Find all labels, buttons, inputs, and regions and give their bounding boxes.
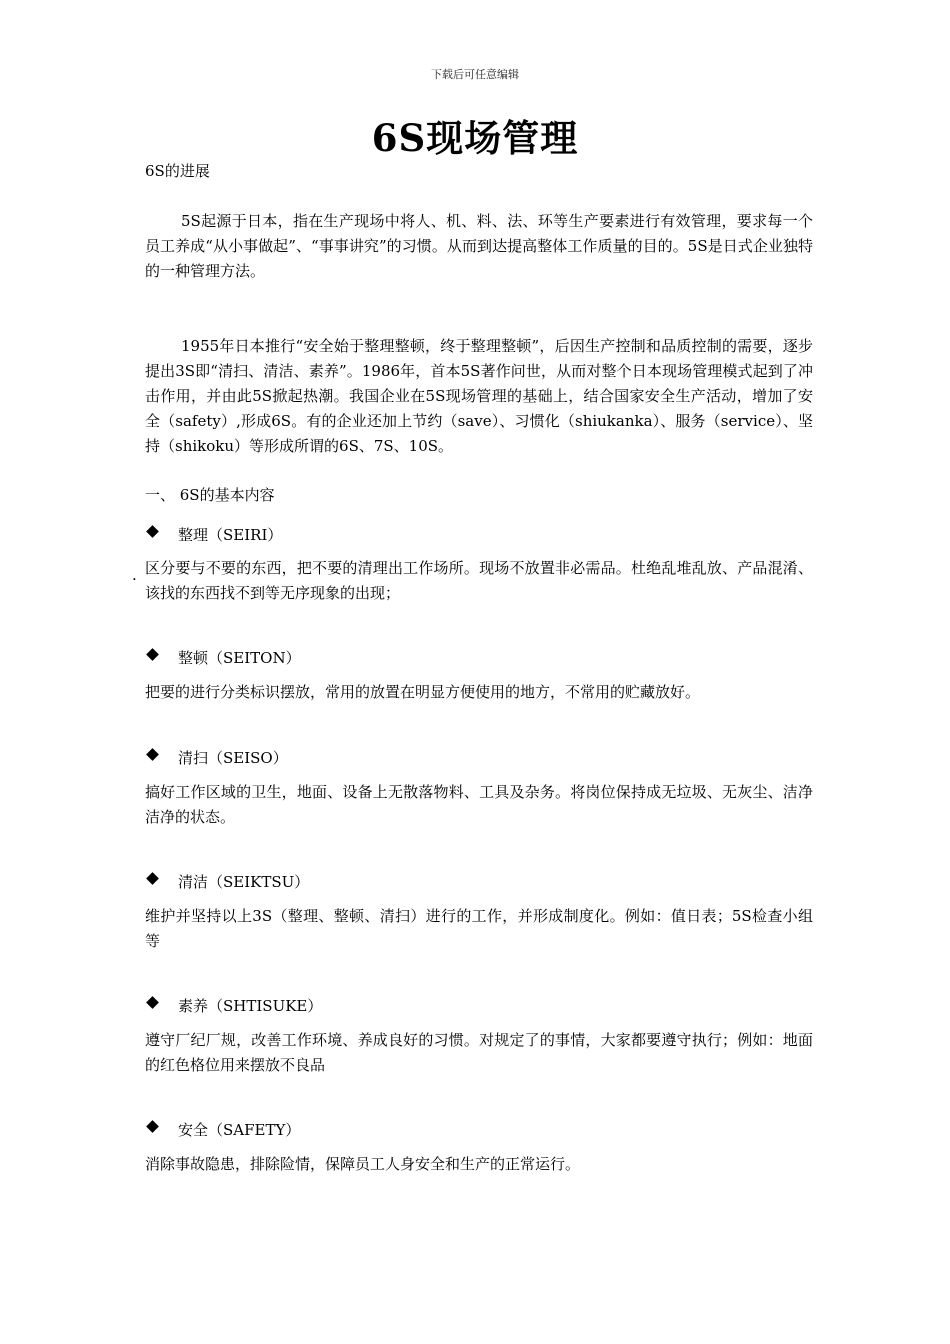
item-title: 清扫（SEISO） [178, 749, 288, 767]
diamond-bullet-icon [146, 525, 159, 538]
document-title: 6S现场管理 [371, 116, 579, 160]
diamond-bullet-icon [146, 872, 159, 885]
item-text-seiso: 搞好工作区域的卫生，地面、设备上无散落物料、工具及杂务。将岗位保持成无垃圾、无灰尘、洁净洁净的状态。 [145, 783, 813, 826]
item-title: 整顿（SEITON） [178, 649, 301, 667]
document-body [145, 159, 813, 1177]
intro-paragraph-2: 1955年日本推行“安全始于整理整顿，终于整理整顿”，后因生产控制和品质控制的需要，逐步提出3S即“清扫、清洁、素养”。1986年，首本5S著作问世，从而对整个日本现场管理模式起到了冲击作用，并由此5S掀起热潮。我国企业在5S现场管理的基础上，结合国家安全生产活动，增加了安全（safety）,形成6S。有的企业还加上节约（save）、习惯化（shiukanka）、服务（service）、坚持（shikoku）等形成所谓的6S、7S、10S。 [145, 337, 813, 455]
item-heading-seiri [145, 523, 813, 548]
item-heading-seiso [145, 746, 813, 771]
item-text-safety: 消除事故隐患，排除险情，保障员工人身安全和生产的正常运行。 [145, 1155, 581, 1173]
diamond-bullet-icon [146, 748, 159, 761]
item-heading-seiketsu [145, 870, 813, 895]
item-title: 安全（SAFETY） [178, 1121, 301, 1139]
intro-heading: 6S的进展 [145, 162, 210, 180]
item-heading-shitsuke [145, 994, 813, 1019]
download-note: 下载后可任意编辑 [431, 68, 519, 81]
item-text-seiton: 把要的进行分类标识摆放，常用的放置在明显方便使用的地方，不常用的贮藏放好。 [145, 683, 701, 701]
diamond-bullet-icon [146, 1120, 159, 1133]
diamond-bullet-icon [146, 648, 159, 661]
item-text-shitsuke: 遵守厂纪厂规，改善工作环境、养成良好的习惯。对规定了的事情，大家都要遵守执行；例如：地面的红色格位用来摆放不良品 [145, 1031, 813, 1074]
item-heading-safety [145, 1118, 813, 1143]
item-text-seiri: 区分要与不要的东西，把不要的清理出工作场所。现场不放置非必需品。杜绝乱堆乱放、产品混淆、该找的东西找不到等无序现象的出现； [145, 559, 813, 602]
stray-dot-mark: . [132, 566, 137, 584]
item-title: 清洁（SEIKTSU） [178, 873, 310, 891]
diamond-bullet-icon [146, 996, 159, 1009]
intro-paragraph-1: 5S起源于日本，指在生产现场中将人、机、料、法、环等生产要素进行有效管理，要求每一个员工养成“从小事做起”、“事事讲究”的习惯。从而到达提高整体工作质量的目的。5S是日式企业独特的一种管理方法。 [145, 212, 813, 280]
item-title: 整理（SEIRI） [178, 526, 283, 544]
item-heading-seiton [145, 646, 813, 671]
item-text-seiketsu: 维护并坚持以上3S（整理、整顿、清扫）进行的工作，并形成制度化。例如：值日表；5S检查小组等 [145, 907, 813, 950]
section-heading: 一、 6S的基本内容 [145, 486, 275, 504]
item-title: 素养（SHTISUKE） [178, 997, 323, 1015]
